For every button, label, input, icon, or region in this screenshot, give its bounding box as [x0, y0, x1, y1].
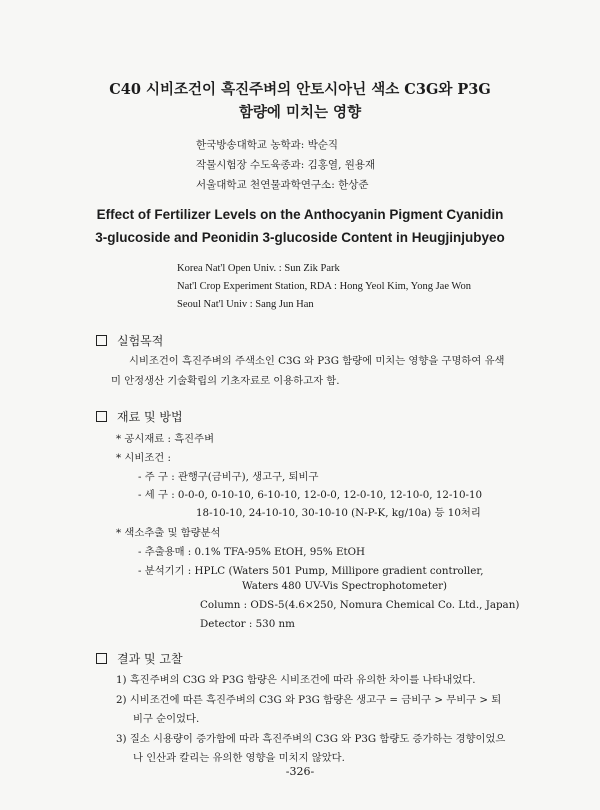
section-heading-results-label: 결과 및 고찰 — [117, 652, 183, 666]
author-en-2: Nat'l Crop Experiment Station, RDA : Hong Yeol Kim, Yong Jae Won — [177, 281, 471, 292]
checkbox-square-icon — [96, 411, 107, 422]
methods-line: * 공시재료 : 흑진주벼 — [116, 433, 215, 445]
affiliation-ko-1: 한국방송대학교 농학과: 박순직 — [196, 139, 339, 151]
results-line: 나 인산과 칼리는 유의한 영향을 미치지 않았다. — [133, 752, 345, 764]
affiliation-ko-3: 서울대학교 천연물과학연구소: 한상준 — [196, 179, 369, 191]
page-number: -326- — [285, 765, 315, 778]
title-en-line2: 3-glucoside and Peonidin 3-glucoside Content in Heugjinjubyeo — [95, 230, 505, 245]
checkbox-square-icon — [96, 653, 107, 664]
methods-line: Column : ODS-5(4.6×250, Nomura Chemical Co. Ltd., Japan) — [200, 599, 520, 611]
methods-line: Waters 480 UV-Vis Spectrophotometer) — [242, 580, 448, 592]
section-heading-methods-label: 재료 및 방법 — [117, 410, 183, 424]
methods-line: - 주 구 : 관행구(금비구), 생고구, 퇴비구 — [138, 471, 319, 483]
results-line: 1) 흑진주벼의 C3G 와 P3G 함량은 시비조건에 따라 유의한 차이를 나타내었다. — [116, 674, 476, 686]
affiliation-ko-2: 작물시험장 수도육종과: 김홍열, 원용재 — [196, 159, 376, 171]
methods-line: * 색소추출 및 함량분석 — [116, 527, 221, 539]
title-en-line1: Effect of Fertilizer Levels on the Anthocyanin Pigment Cyanidin — [96, 207, 504, 222]
title-ko-line1: C40 시비조건이 흑진주벼의 안토시아닌 색소 C3G와 P3G — [109, 81, 491, 98]
methods-line: - 추출용매 : 0.1% TFA-95% EtOH, 95% EtOH — [138, 546, 366, 558]
purpose-line-1: 시비조건이 흑진주벼의 주색소인 C3G 와 P3G 함량에 미치는 영향을 구명하여 유색 — [129, 355, 505, 367]
author-en-1: Korea Nat'l Open Univ. : Sun Zik Park — [177, 263, 340, 274]
methods-line: Detector : 530 nm — [200, 618, 295, 630]
section-heading-purpose — [96, 332, 163, 349]
purpose-line-2: 미 안정생산 기술확립의 기초자료로 이용하고자 함. — [111, 375, 340, 387]
results-line: 비구 순이었다. — [133, 713, 200, 725]
section-heading-purpose-label: 실험목적 — [117, 334, 164, 348]
author-en-3: Seoul Nat'l Univ : Sang Jun Han — [177, 299, 314, 310]
methods-line: - 분석기기 : HPLC (Waters 501 Pump, Millipore gradient controller, — [138, 565, 484, 577]
methods-line: 18-10-10, 24-10-10, 30-10-10 (N-P-K, kg/10a) 등 10처리 — [196, 507, 481, 519]
title-ko-line2: 함량에 미치는 영향 — [238, 104, 362, 121]
checkbox-square-icon — [96, 335, 107, 346]
methods-line: * 시비조건 : — [116, 452, 171, 464]
methods-line: - 세 구 : 0-0-0, 0-10-10, 6-10-10, 12-0-0, 12-0-10, 12-10-0, 12-10-10 — [138, 489, 483, 501]
results-line: 3) 질소 시용량이 증가함에 따라 흑진주벼의 C3G 와 P3G 함량도 증가하는 경향이었으 — [116, 733, 506, 745]
results-line: 2) 시비조건에 따른 흑진주벼의 C3G 와 P3G 함량은 생고구 = 금비구 > 무비구 > 퇴 — [116, 694, 502, 706]
section-heading-results — [96, 650, 183, 667]
section-heading-methods — [96, 408, 183, 425]
